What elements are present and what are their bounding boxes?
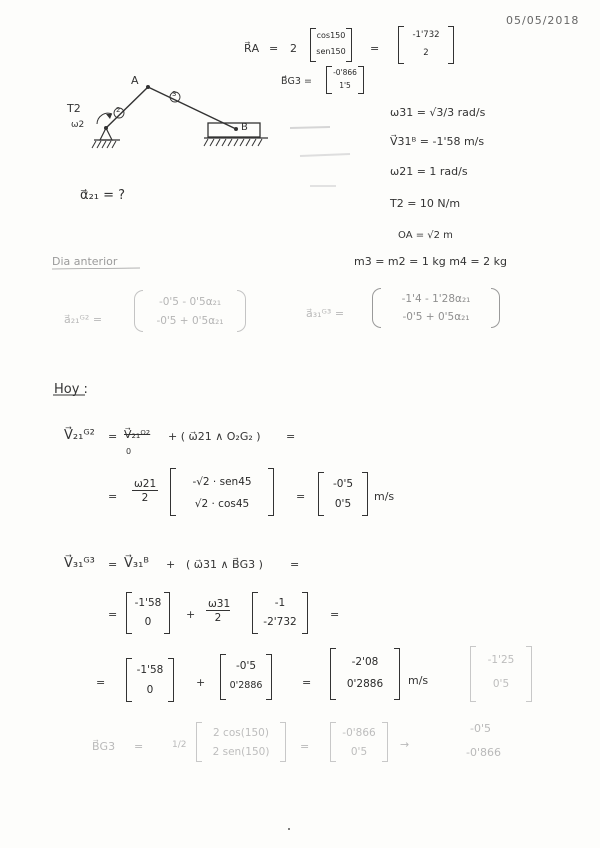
- ra-lhs: R⃗A: [244, 42, 260, 55]
- v31-term1: V⃗₃₁ᴮ: [124, 556, 149, 571]
- diagram-label-b: B: [241, 122, 248, 133]
- given-w31: ω31 = √3/3 rad/s: [390, 106, 486, 119]
- bottom-eq2: =: [300, 740, 310, 753]
- v31-row3-eq: =: [96, 676, 106, 689]
- v31-eq-end: =: [290, 558, 300, 571]
- a31-vector: -1'4 - 1'28α₂₁ -0'5 + 0'5α₂₁: [372, 288, 500, 328]
- v31-row2-vec1: -1'58 0: [126, 592, 170, 634]
- v21-lhs: V⃗₂₁ᴳ²: [64, 428, 95, 443]
- given-w21: ω21 = 1 rad/s: [390, 165, 468, 178]
- given-t2: T2 = 10 N/m: [390, 197, 461, 210]
- bottom-res-1: -0'866: [466, 746, 501, 759]
- v21-eq-end: =: [286, 430, 296, 443]
- given-oa: OA = √2 m: [398, 230, 453, 241]
- v31-row2-eq: =: [108, 608, 118, 621]
- v21-eq2: =: [108, 490, 118, 503]
- v21-term2: + ( ω⃗21 ∧ O₂G₂ ): [168, 430, 261, 443]
- v31-row2-eq-end: =: [330, 608, 340, 621]
- v31-row3-plus: +: [196, 676, 206, 689]
- v31-term2: ( ω⃗31 ∧ B⃗G3 ): [186, 558, 263, 571]
- bottom-vec2: -0'866 0'5: [330, 722, 388, 762]
- bottom-res-0: -0'5: [470, 722, 491, 735]
- masses-line: m3 = m2 = 1 kg m4 = 2 kg: [354, 255, 507, 268]
- a31-lhs: a⃗₃₁ᴳ³ =: [306, 307, 345, 320]
- diagram-label-w2: ω2: [71, 120, 85, 130]
- alpha-question: α⃗₂₁ = ?: [80, 188, 126, 203]
- v21-unit: m/s: [374, 490, 395, 503]
- v31-row2-vec2: -1 -2'732: [252, 592, 308, 634]
- v21-fraction: $\frac{\omega 21}{2}$: [134, 478, 157, 504]
- date-stamp: 05/05/2018: [506, 14, 580, 27]
- v31-row2-fraction: $\frac{\omega 31}{2}$: [208, 598, 231, 624]
- ra-eq2: =: [370, 42, 380, 55]
- v31-row3-unit: m/s: [408, 674, 429, 687]
- ra-vector: cos150 sen150: [310, 28, 352, 62]
- diagram-link2-label: 2: [116, 106, 121, 114]
- v21-eq3: =: [296, 490, 306, 503]
- ra-eq: =: [269, 42, 279, 55]
- v31-lhs: V⃗₃₁ᴳ³: [64, 556, 95, 571]
- diagram-link3-label: 3: [172, 90, 177, 98]
- bottom-frac: 1/2: [172, 740, 187, 750]
- v21-vector: -√2 · sen45 √2 · cos45: [170, 468, 274, 516]
- v31-row3-eq2: =: [302, 676, 312, 689]
- bg3-lhs: B⃗G3 =: [281, 76, 312, 87]
- v31-row3-vec1: -1'58 0: [126, 658, 174, 702]
- given-vb31: V⃗31ᴮ = -1'58 m/s: [390, 135, 485, 148]
- v31-row3-vec2: -0'5 0'2886: [220, 654, 272, 700]
- v21-result: -0'5 0'5: [318, 472, 368, 516]
- bottom-vec1: 2 cos(150) 2 sen(150): [196, 722, 286, 762]
- bottom-eq: =: [134, 740, 144, 753]
- v31-row2-plus: +: [186, 608, 196, 621]
- diagram-label-t2: T2: [67, 102, 81, 115]
- v21-term1: V⃗₂₁ᴼ²: [124, 428, 151, 441]
- v31-row3-result: -2'08 0'2886: [330, 648, 400, 700]
- dia-anterior-label: Dia anterior: [52, 255, 118, 268]
- a21-lhs: a⃗₂₁ᴳ² =: [64, 313, 103, 326]
- page-dot: [288, 828, 290, 830]
- ra-result: -1'732 2: [398, 26, 454, 64]
- hoy-heading: Hoy :: [54, 382, 88, 397]
- bg3-vector: -0'866 1'5: [326, 66, 364, 94]
- diagram-label-a: A: [131, 74, 139, 87]
- v21-eq1: =: [108, 430, 118, 443]
- v31-plus: +: [166, 558, 176, 571]
- bottom-bg3-lhs: B⃗G3: [92, 740, 116, 753]
- a21-vector: -0'5 - 0'5α₂₁ -0'5 + 0'5α₂₁: [134, 290, 246, 332]
- bottom-arrow: →: [400, 738, 410, 751]
- v31-row3-faint-vector: -1'25 0'5: [470, 646, 532, 702]
- v31-eq1: =: [108, 558, 118, 571]
- v21-zero: 0: [126, 447, 132, 456]
- ra-scalar: 2: [290, 42, 297, 55]
